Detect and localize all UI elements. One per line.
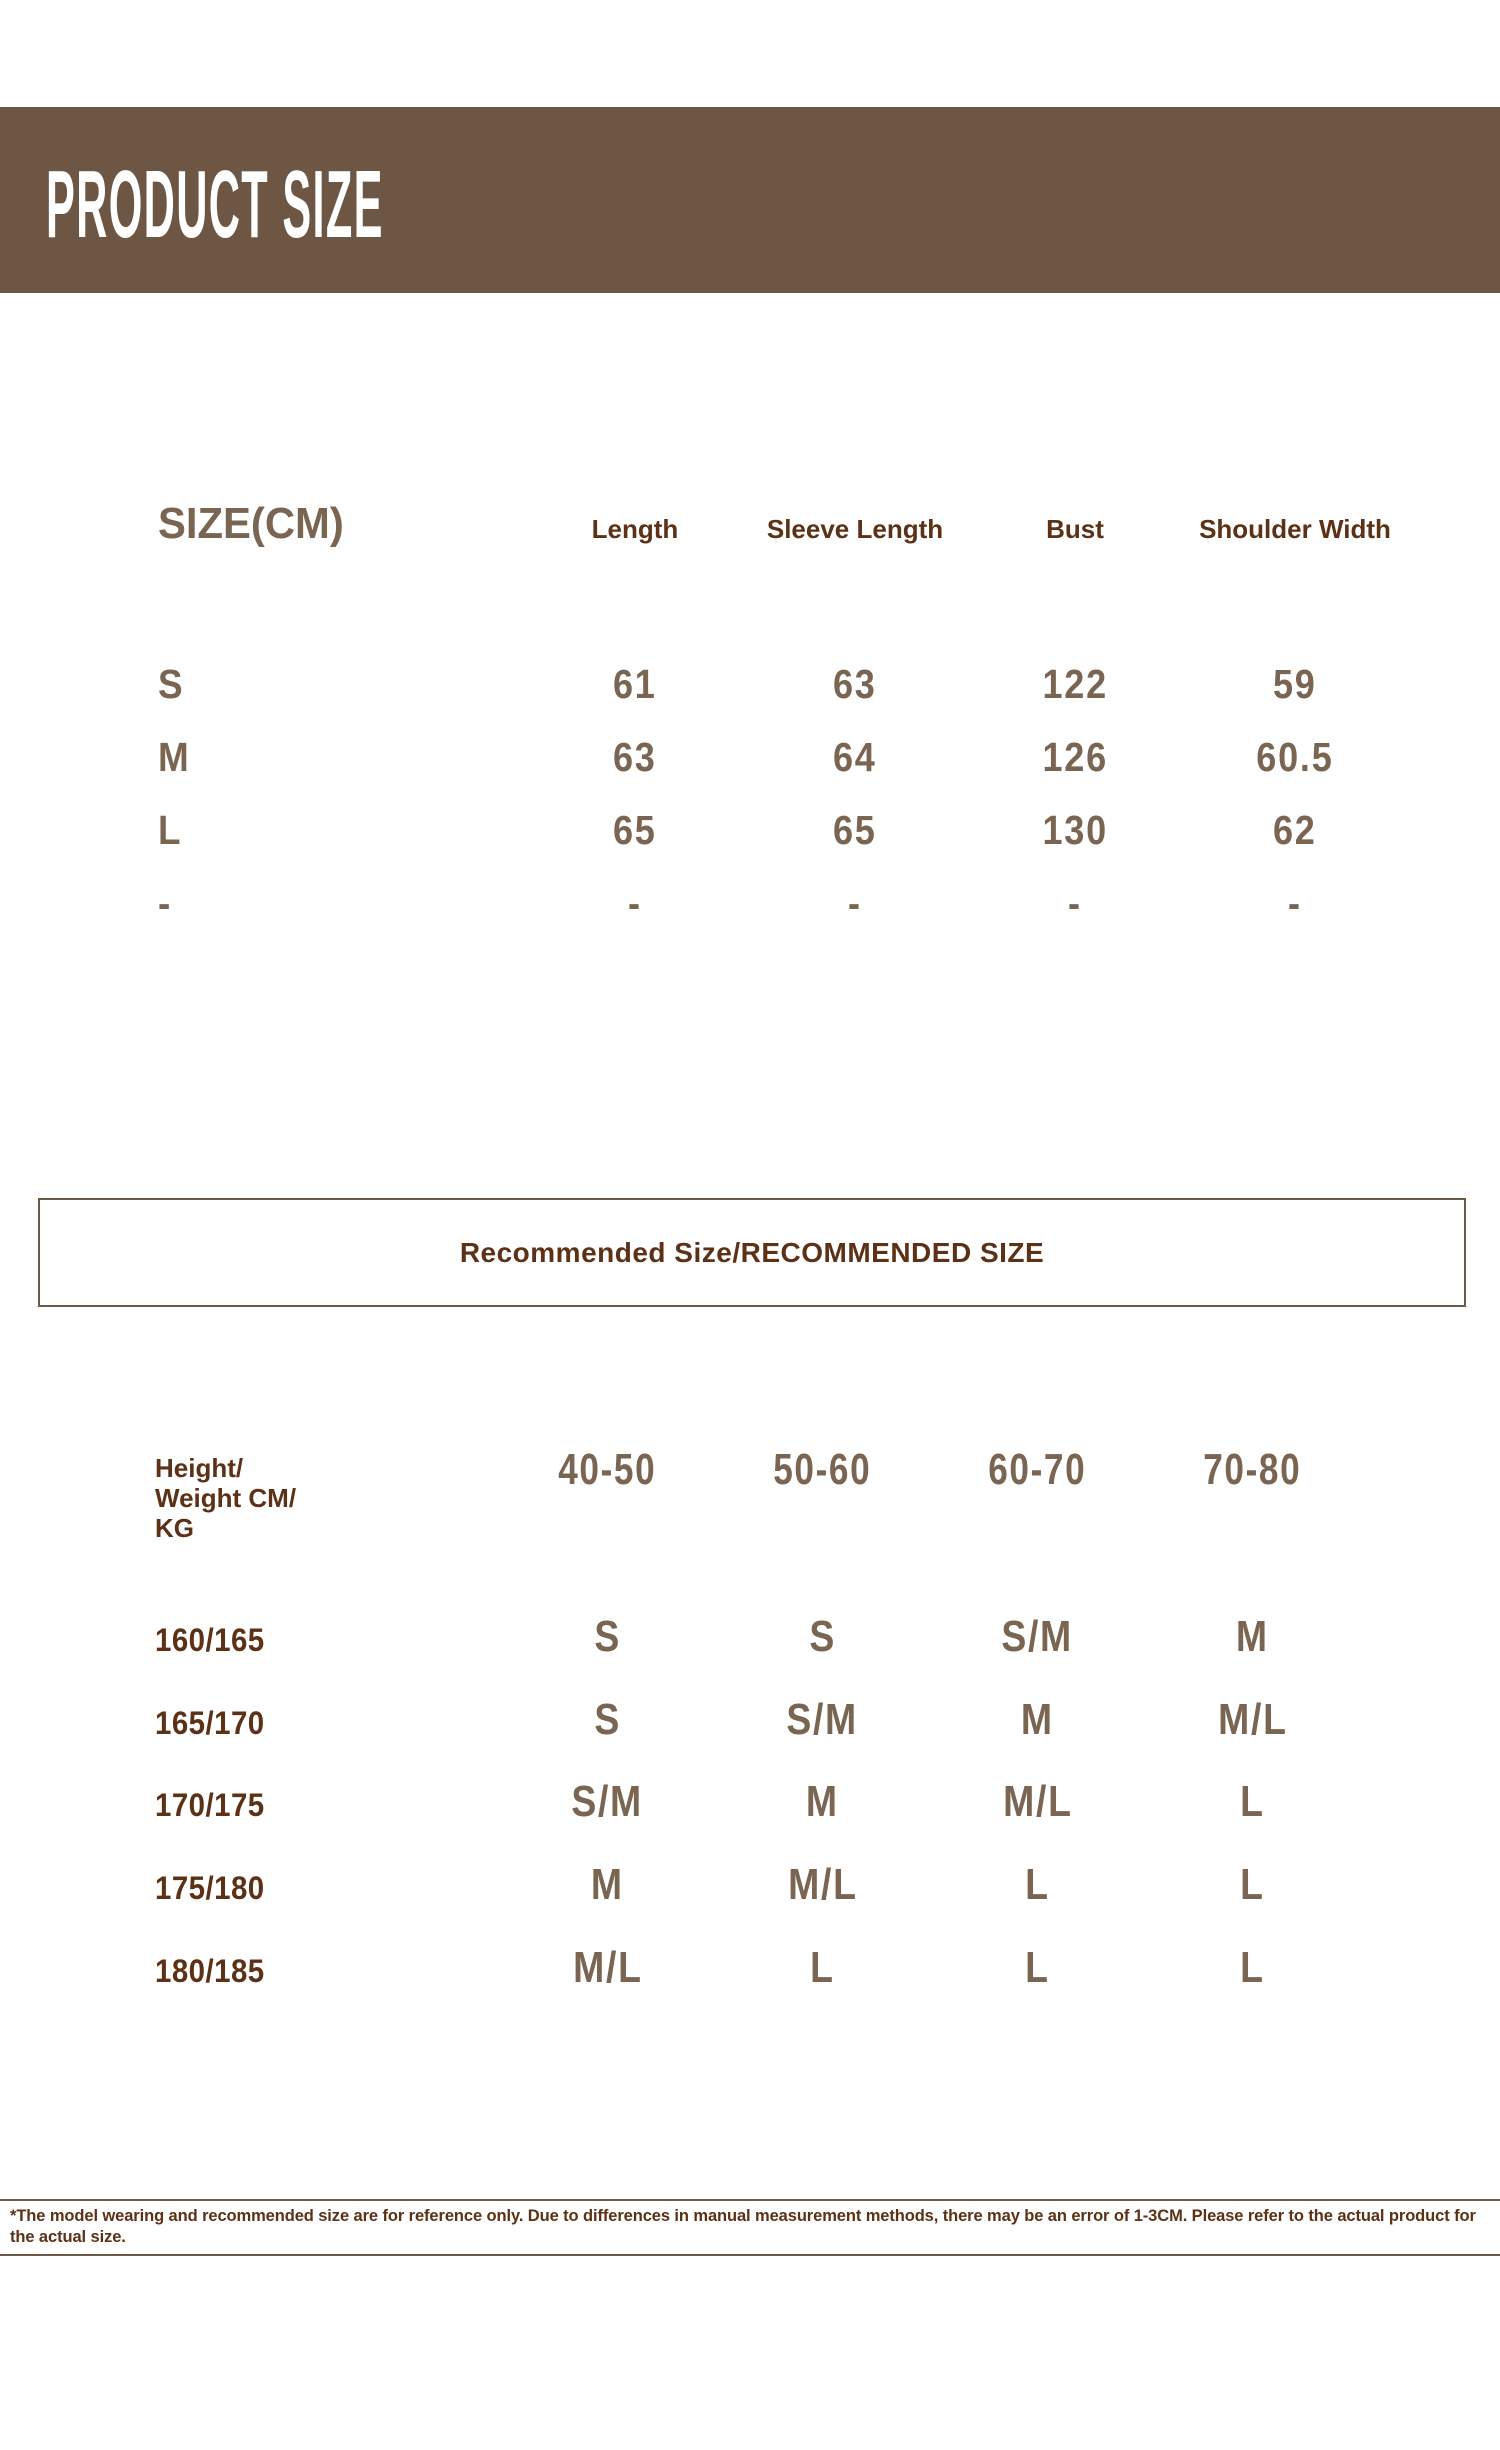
size-cell: 65: [833, 807, 877, 853]
footnote-band: [0, 2199, 1500, 2256]
recommend-cell: L: [1240, 1860, 1265, 1910]
recommend-cell: M/L: [1217, 1694, 1288, 1744]
column-header-bust: Bust: [1046, 514, 1104, 544]
size-cell: -: [848, 880, 862, 926]
recommended-size-label: Recommended Size/RECOMMENDED SIZE: [459, 1236, 1045, 1268]
corner-line-weight: Weight CM/: [155, 1483, 297, 1513]
height-row-label: 180/185: [155, 1952, 265, 1989]
column-header-50-60: 50-60: [773, 1445, 872, 1494]
size-cell: 63: [613, 734, 657, 780]
corner-line-kg: KG: [155, 1513, 194, 1543]
page-title: PRODUCT SIZE: [46, 151, 384, 258]
recommend-cell: L: [810, 1942, 835, 1992]
size-label-text: M: [158, 734, 189, 780]
recommend-cell: M/L: [572, 1942, 643, 1992]
size-row-label: [100, 880, 525, 926]
recommend-cell: S: [594, 1612, 621, 1661]
recommend-table-header-row: [100, 1445, 1410, 1543]
size-table-row-dash: [100, 880, 1410, 956]
column-header-shoulder-width: Shoulder Width: [1199, 514, 1391, 544]
size-cell: 122: [1042, 661, 1108, 707]
size-table-row-m: [100, 734, 1410, 810]
recommend-cell: M/L: [787, 1860, 858, 1910]
column-header-70-80: 70-80: [1203, 1445, 1302, 1494]
size-row-label: [100, 807, 525, 853]
recommend-row-170-175: [100, 1777, 1410, 1863]
recommend-table-body: [100, 1612, 1410, 2028]
size-row-label: [100, 661, 525, 707]
column-header-sleeve-length: Sleeve Length: [766, 514, 944, 544]
size-cell: 60.5: [1256, 734, 1334, 780]
recommend-row-160-165: [100, 1612, 1410, 1698]
recommend-cell: S: [809, 1612, 836, 1661]
size-table-row-l: [100, 807, 1410, 883]
corner-line-height: Height/: [155, 1453, 244, 1483]
recommend-cell: M: [1236, 1612, 1269, 1661]
size-cell: 126: [1042, 734, 1108, 780]
size-label-text: -: [158, 880, 171, 926]
height-row-label: 165/170: [155, 1704, 265, 1741]
recommend-cell: M: [1021, 1694, 1054, 1744]
footnote-text: *The model wearing and recommended size are for reference only. Due to differences in manual measurement methods, there may be an error of 1-3CM. Please refer to the actual product for the actual size.: [10, 2207, 1476, 2246]
height-row-label: 170/175: [155, 1787, 265, 1824]
size-table-corner: [100, 499, 525, 548]
size-cell: -: [628, 880, 642, 926]
recommend-row-175-180: [100, 1860, 1410, 1946]
recommend-cell: S/M: [1001, 1612, 1074, 1661]
recommend-cell: L: [1025, 1860, 1050, 1910]
height-row-label: 175/180: [155, 1870, 265, 1907]
recommend-cell: S/M: [571, 1777, 644, 1827]
product-size-banner: [0, 107, 1500, 293]
recommend-row-180-185: [100, 1942, 1410, 2029]
recommend-cell: L: [1240, 1777, 1265, 1827]
column-header-40-50: 40-50: [558, 1445, 657, 1494]
size-cell: 62: [1273, 807, 1317, 853]
recommend-cell: L: [1240, 1942, 1265, 1992]
recommend-cell: M: [806, 1777, 839, 1827]
recommend-cell: M: [591, 1860, 624, 1910]
size-cell: 63: [833, 661, 877, 707]
recommend-cell: S/M: [786, 1694, 859, 1744]
recommend-table-corner: [100, 1448, 500, 1543]
recommend-cell: L: [1025, 1942, 1050, 1992]
size-cell: 65: [613, 807, 657, 853]
recommend-cell: M/L: [1002, 1777, 1073, 1827]
recommend-cell: S: [594, 1694, 621, 1744]
recommend-row-165-170: [100, 1694, 1410, 1781]
size-cell: 59: [1273, 661, 1317, 707]
size-cell: -: [1068, 880, 1082, 926]
recommended-size-banner: [38, 1198, 1466, 1307]
height-row-label: 160/165: [155, 1622, 265, 1658]
size-table-corner-label: SIZE(CM): [158, 499, 344, 548]
size-cell: 130: [1042, 807, 1108, 853]
size-row-label: [100, 734, 525, 780]
size-cell: 61: [613, 661, 657, 707]
size-label-text: L: [158, 807, 181, 853]
column-header-length: Length: [591, 514, 679, 544]
column-header-60-70: 60-70: [988, 1445, 1087, 1494]
size-table-header-row: [100, 499, 1410, 664]
size-label-text: S: [158, 661, 183, 707]
size-cell: 64: [833, 734, 877, 780]
size-table-row-s: [100, 661, 1410, 737]
size-cell: -: [1288, 880, 1302, 926]
size-table: [100, 499, 1410, 956]
